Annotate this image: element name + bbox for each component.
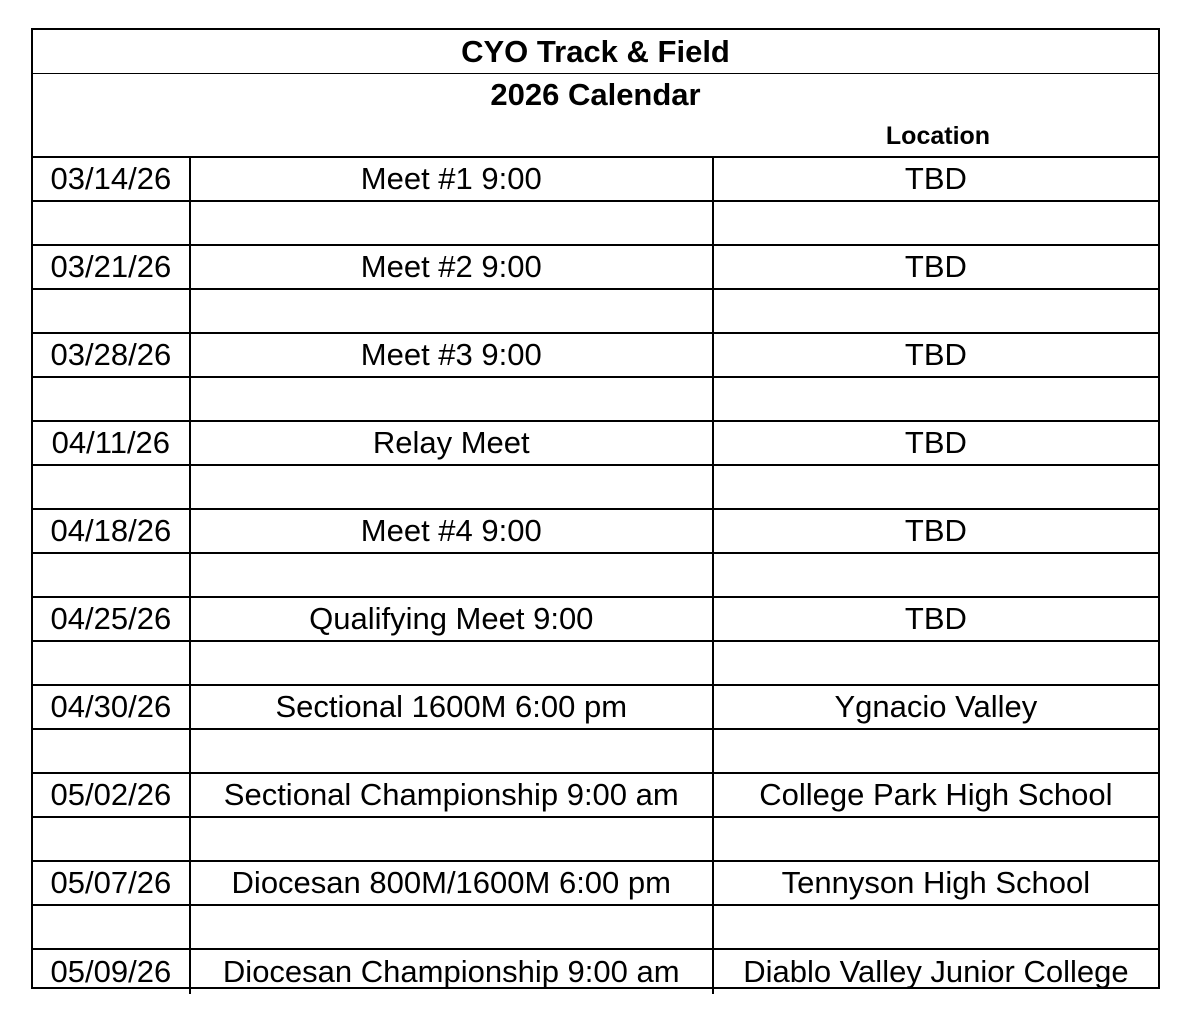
location-cell xyxy=(714,906,1158,950)
date-cell: 05/09/26 xyxy=(33,950,191,994)
event-cell xyxy=(191,554,714,598)
spacer-row xyxy=(33,290,1158,334)
event-cell: Relay Meet xyxy=(191,422,714,466)
event-cell: Meet #4 9:00 xyxy=(191,510,714,554)
location-cell xyxy=(714,290,1158,334)
spacer-row xyxy=(33,818,1158,862)
date-cell xyxy=(33,906,191,950)
table-row xyxy=(33,510,1158,554)
location-cell: TBD xyxy=(714,598,1158,642)
event-cell xyxy=(191,642,714,686)
table-row xyxy=(33,950,1158,994)
spacer-row xyxy=(33,642,1158,686)
date-cell: 04/25/26 xyxy=(33,598,191,642)
event-cell xyxy=(191,466,714,510)
table-row xyxy=(33,246,1158,290)
location-cell: TBD xyxy=(714,510,1158,554)
date-cell xyxy=(33,466,191,510)
date-cell xyxy=(33,642,191,686)
spacer-row xyxy=(33,378,1158,422)
event-cell: Diocesan 800M/1600M 6:00 pm xyxy=(191,862,714,906)
event-cell xyxy=(191,378,714,422)
date-cell xyxy=(33,730,191,774)
date-cell: 03/28/26 xyxy=(33,334,191,378)
date-cell: 05/02/26 xyxy=(33,774,191,818)
schedule-rows xyxy=(33,158,1158,994)
table-row xyxy=(33,334,1158,378)
location-cell xyxy=(714,466,1158,510)
table-row xyxy=(33,158,1158,202)
location-cell: College Park High School xyxy=(714,774,1158,818)
date-cell: 03/14/26 xyxy=(33,158,191,202)
spacer-row xyxy=(33,554,1158,598)
date-cell: 03/21/26 xyxy=(33,246,191,290)
date-cell xyxy=(33,202,191,246)
date-cell xyxy=(33,378,191,422)
event-cell: Meet #2 9:00 xyxy=(191,246,714,290)
event-cell: Qualifying Meet 9:00 xyxy=(191,598,714,642)
location-cell: TBD xyxy=(714,334,1158,378)
location-cell: TBD xyxy=(714,158,1158,202)
event-cell xyxy=(191,906,714,950)
location-cell: TBD xyxy=(714,422,1158,466)
date-cell: 04/11/26 xyxy=(33,422,191,466)
event-cell: Sectional Championship 9:00 am xyxy=(191,774,714,818)
location-cell: Tennyson High School xyxy=(714,862,1158,906)
document-subtitle: 2026 Calendar xyxy=(490,77,701,112)
event-cell: Meet #1 9:00 xyxy=(191,158,714,202)
spacer-row xyxy=(33,466,1158,510)
event-cell: Sectional 1600M 6:00 pm xyxy=(191,686,714,730)
location-cell xyxy=(714,642,1158,686)
location-cell: Diablo Valley Junior College xyxy=(743,954,1129,989)
table-row xyxy=(33,862,1158,906)
spacer-row xyxy=(33,906,1158,950)
table-row xyxy=(33,686,1158,730)
event-cell xyxy=(191,290,714,334)
event-cell xyxy=(191,818,714,862)
location-cell xyxy=(714,378,1158,422)
table-row xyxy=(33,422,1158,466)
location-cell xyxy=(714,554,1158,598)
document-title: CYO Track & Field xyxy=(33,30,1158,74)
date-cell: 05/07/26 xyxy=(33,862,191,906)
date-cell: 04/30/26 xyxy=(33,686,191,730)
date-cell xyxy=(33,554,191,598)
table-row xyxy=(33,774,1158,818)
spacer-row xyxy=(33,730,1158,774)
table-row xyxy=(33,598,1158,642)
spacer-row xyxy=(33,202,1158,246)
date-cell: 04/18/26 xyxy=(33,510,191,554)
location-cell xyxy=(714,818,1158,862)
event-cell xyxy=(191,202,714,246)
location-cell xyxy=(714,202,1158,246)
event-cell: Meet #3 9:00 xyxy=(191,334,714,378)
event-cell xyxy=(191,730,714,774)
date-cell xyxy=(33,818,191,862)
location-cell: Ygnacio Valley xyxy=(714,686,1158,730)
location-cell xyxy=(714,730,1158,774)
location-cell: TBD xyxy=(714,246,1158,290)
location-column-header: Location xyxy=(885,122,991,150)
header-block xyxy=(33,74,1158,158)
date-cell xyxy=(33,290,191,334)
calendar-table xyxy=(31,28,1160,989)
event-cell: Diocesan Championship 9:00 am xyxy=(191,950,714,994)
